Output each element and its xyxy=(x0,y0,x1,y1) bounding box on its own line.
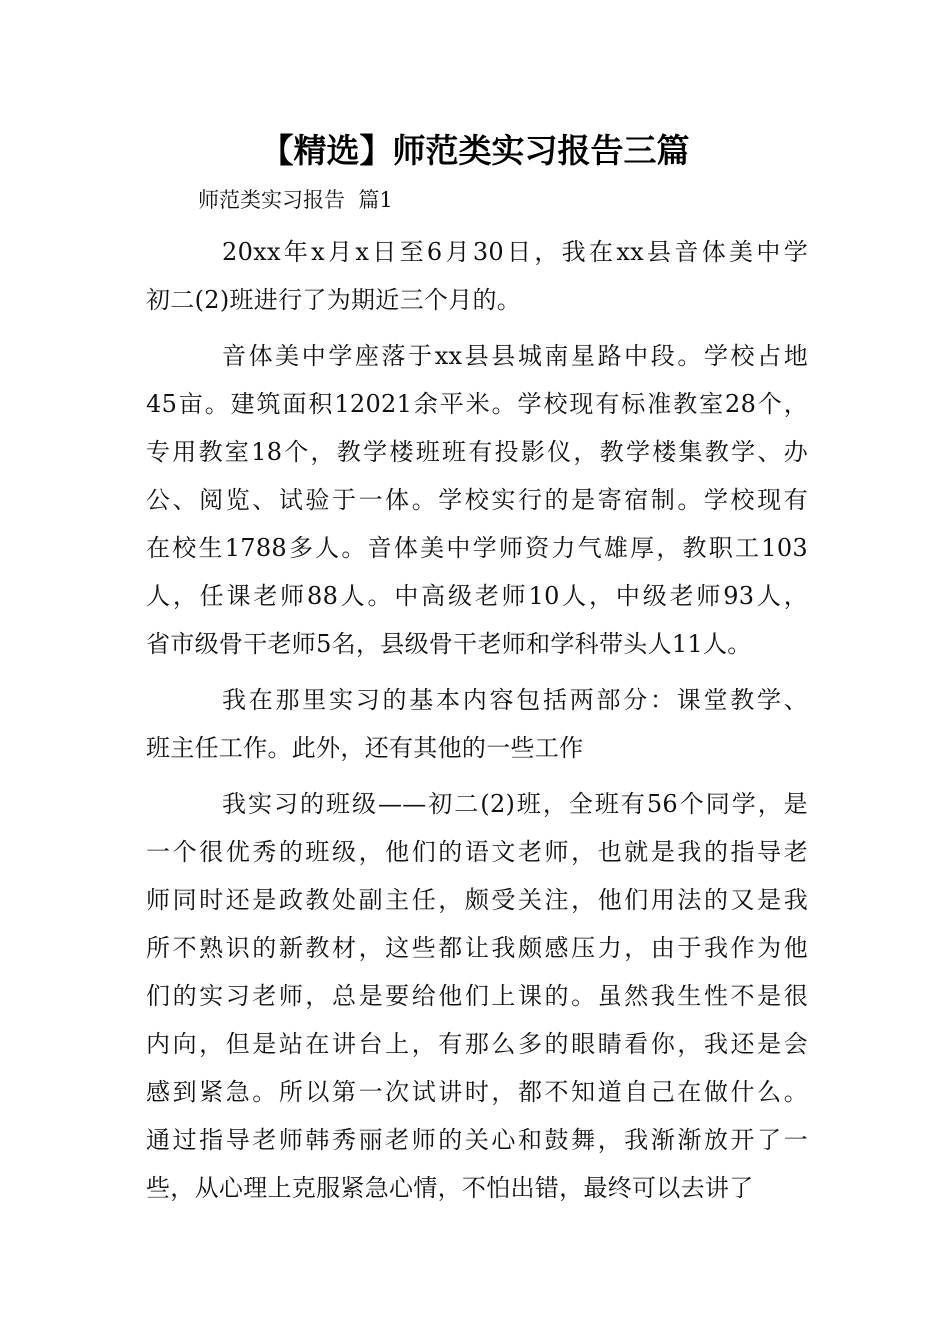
document-body xyxy=(146,228,808,1212)
section-subtitle: 师范类实习报告 篇1 xyxy=(198,188,393,212)
paragraph-line: 我实习的班级——初二(2)班，全班有56个同学，是 xyxy=(222,790,808,818)
paragraph-line: 感到紧急。所以第一次试讲时，都不知道自己在做什么。 xyxy=(146,1078,808,1106)
paragraph-line: 专用教室18个，教学楼班班有投影仪，教学楼集教学、办 xyxy=(146,438,808,466)
paragraph-line: 省市级骨干老师5名，县级骨干老师和学科带头人11人。 xyxy=(146,630,752,658)
paragraph-line: 我在那里实习的基本内容包括两部分：课堂教学、 xyxy=(222,686,808,714)
paragraph-line: 公、阅览、试验于一体。学校实行的是寄宿制。学校现有 xyxy=(146,486,808,514)
paragraph-line: 师同时还是政教处副主任，颇受关注，他们用法的又是我 xyxy=(146,886,808,914)
paragraph-line: 音体美中学座落于xx县县城南星路中段。学校占地 xyxy=(222,342,808,370)
paragraph-line: 通过指导老师韩秀丽老师的关心和鼓舞，我渐渐放开了一 xyxy=(146,1126,808,1154)
paragraph-line: 初二(2)班进行了为期近三个月的。 xyxy=(146,286,522,314)
paragraph-2 xyxy=(146,332,808,668)
document-title: 【精选】师范类实习报告三篇 xyxy=(260,131,690,170)
paragraph-3 xyxy=(146,676,808,772)
paragraph-line: 内向，但是站在讲台上，有那么多的眼睛看你，我还是会 xyxy=(146,1030,808,1058)
paragraph-line: 所不熟识的新教材，这些都让我颇感压力，由于我作为他 xyxy=(146,934,808,962)
paragraph-line: 们的实习老师，总是要给他们上课的。虽然我生性不是很 xyxy=(146,982,808,1010)
paragraph-4 xyxy=(146,780,808,1212)
paragraph-line: 45亩。建筑面积12021余平米。学校现有标准教室28个， xyxy=(146,390,808,418)
paragraph-line: 些，从心理上克服紧急心情，不怕出错，最终可以去讲了 xyxy=(146,1174,754,1202)
paragraph-line: 一个很优秀的班级，他们的语文老师，也就是我的指导老 xyxy=(146,838,808,866)
paragraph-1 xyxy=(146,228,808,324)
paragraph-line: 班主任工作。此外，还有其他的一些工作 xyxy=(146,734,584,762)
paragraph-line: 在校生1788多人。音体美中学师资力气雄厚，教职工103 xyxy=(146,534,808,562)
paragraph-line: 20xx年x月x日至6月30日，我在xx县音体美中学 xyxy=(222,238,808,266)
paragraph-line: 人，任课老师88人。中高级老师10人，中级老师93人， xyxy=(146,582,808,610)
